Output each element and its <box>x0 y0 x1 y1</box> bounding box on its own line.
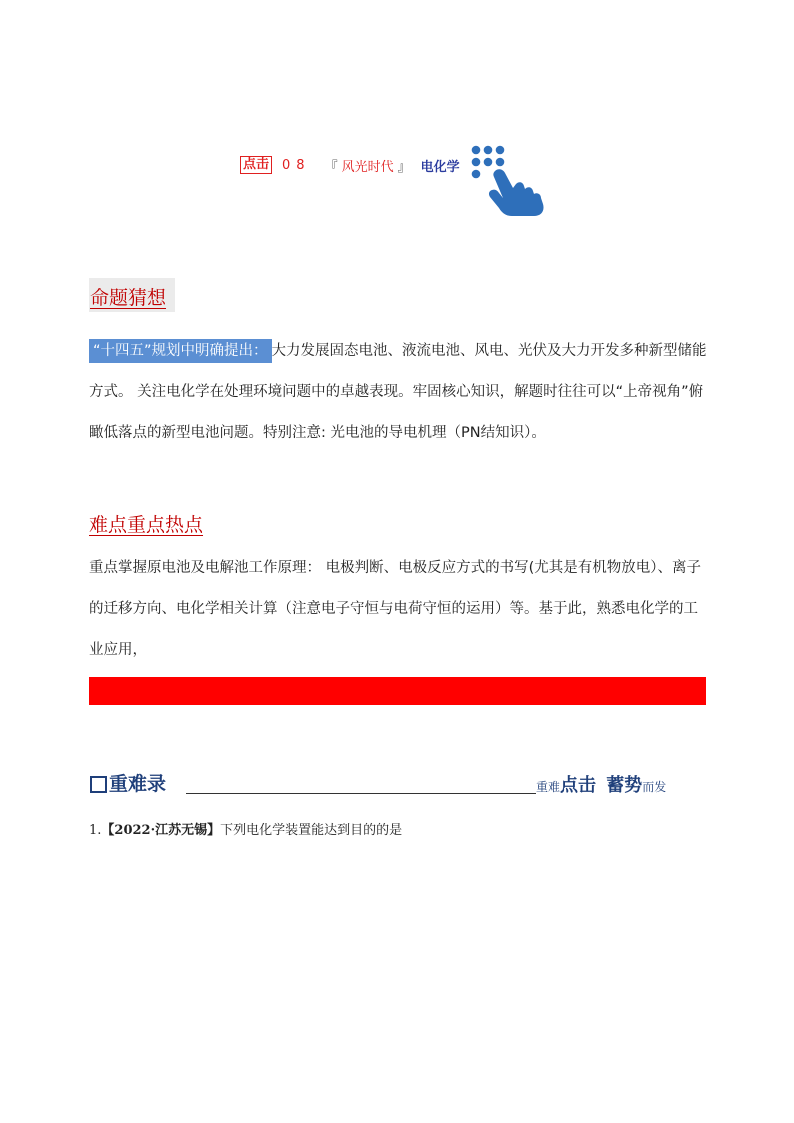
header-tag: 点击 <box>240 156 272 174</box>
checkbox-square-icon <box>90 776 107 793</box>
section-heading-guess <box>89 278 175 312</box>
red-divider-bar <box>89 677 706 705</box>
question-text: 下列电化学装置能达到目的的是 <box>220 823 403 838</box>
chapter-number: 08 <box>282 157 311 173</box>
bracket-open: 『 <box>324 159 338 175</box>
hand-pointer-icon <box>468 144 548 220</box>
chapter-theme: 风光时代 <box>341 159 394 175</box>
slogan-part-2: 点击 <box>560 775 597 796</box>
hotspots-paragraph: 重点掌握原电池及电解池工作原理： 电极判断、电极反应方式的书写(尤其是有机物放电）、离子的迁移方向、电化学相关计算（注意电子守恒与电荷守恒的运用）等。基于此，熟悉电化学的工业应用， <box>89 560 702 658</box>
review-slogan <box>536 771 666 797</box>
guess-paragraph <box>89 331 709 454</box>
bracket-close: 』 <box>397 159 411 175</box>
section-heading-hotspots <box>89 510 203 537</box>
slogan-part-1: 重难 <box>536 780 561 794</box>
review-title: 重难录 <box>109 773 167 795</box>
chapter-header <box>240 155 460 175</box>
review-heading <box>89 769 709 799</box>
highlighted-phrase: “十四五”规划中明确提出： <box>89 339 272 363</box>
slogan-part-3: 蓄势 <box>606 775 643 796</box>
slogan-part-4: 而发 <box>642 780 667 794</box>
section-title-guess: 命题猜想 <box>90 287 167 309</box>
section-title-hotspots: 难点重点热点 <box>89 514 204 536</box>
question-source: 【2022·江苏无锡】 <box>101 823 221 838</box>
question-1 <box>89 819 402 838</box>
guess-body-text: 大力发展固态电池、液流电池、风电、光伏及大力开发多种新型储能方式。 关注电化学在处理环境问题中的卓越表现。牢固核心知识，解题时往往可以“上帝视角”俯瞰低落点的新型电池问题。特别注意: 光电池的导电机理（PN结知识）。 <box>89 343 707 441</box>
chapter-subject: 电化学 <box>420 159 460 175</box>
underline-rule <box>186 793 536 794</box>
question-number: 1. <box>89 823 102 838</box>
